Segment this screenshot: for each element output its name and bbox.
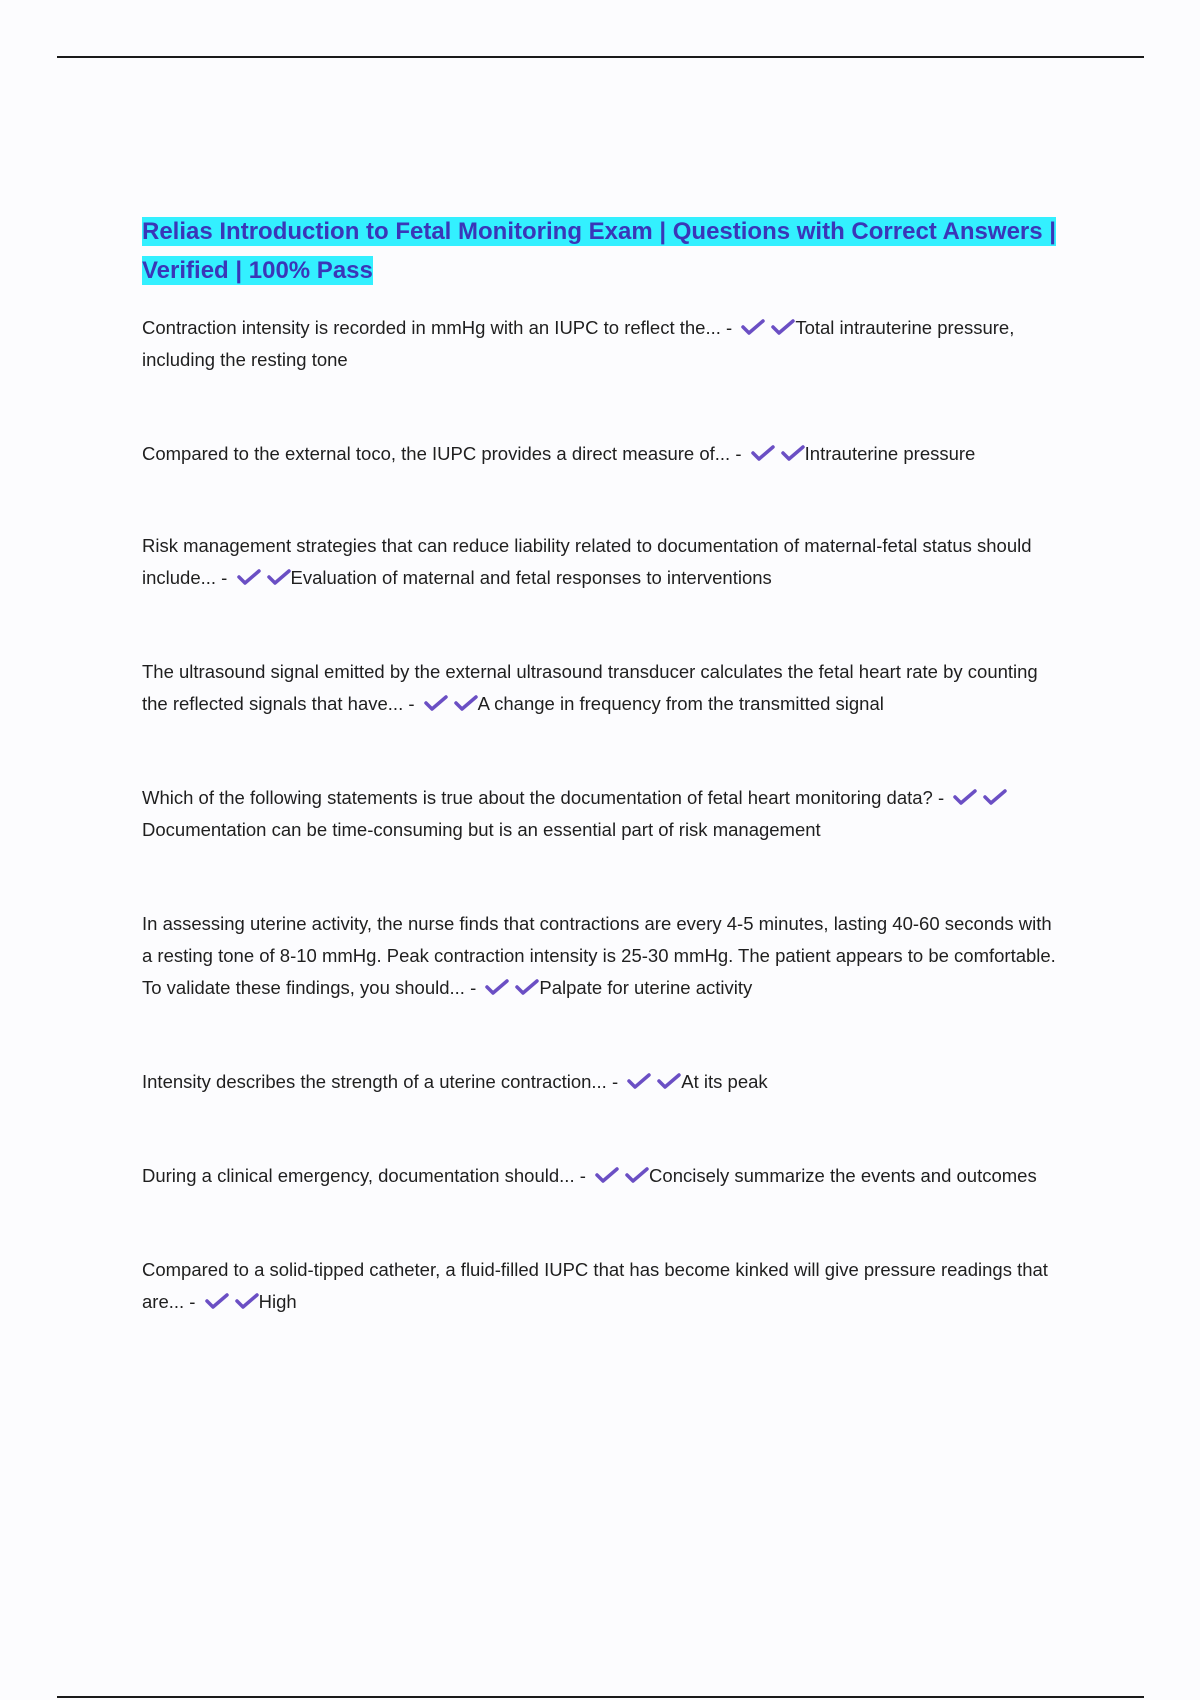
qa-item — [142, 1066, 1062, 1098]
checkmark-icon — [751, 445, 775, 461]
qa-item — [142, 312, 1062, 376]
question-text: Risk management strategies that can reduce liability related to documentation of maternal-fetal status should include... — [142, 535, 1032, 588]
answer-text: Concisely summarize the events and outcomes — [649, 1165, 1037, 1186]
answer-text: Intrauterine pressure — [804, 443, 976, 464]
qa-item — [142, 782, 1062, 846]
separator: - — [932, 787, 950, 808]
question-text: Contraction intensity is recorded in mmHg with an IUPC to reflect the... — [142, 317, 721, 338]
separator: - — [730, 443, 747, 464]
checkmark-icon — [515, 979, 539, 995]
question-text: Intensity describes the strength of a uterine contraction... — [142, 1071, 607, 1092]
checkmark-icon — [983, 789, 1007, 805]
question-text: Which of the following statements is true about the documentation of fetal heart monitoring data? — [142, 787, 933, 808]
answer-text: High — [258, 1291, 297, 1312]
separator: - — [216, 567, 233, 588]
answer-text: A change in frequency from the transmitted signal — [477, 693, 884, 714]
qa-item — [142, 1160, 1062, 1192]
checkmark-icon — [627, 1073, 651, 1089]
checkmark-icon — [741, 319, 765, 335]
question-text: Compared to a solid-tipped catheter, a fluid-filled IUPC that has become kinked will give pressure readings that are... — [142, 1259, 1048, 1312]
checkmark-icon — [205, 1293, 229, 1309]
document-body — [142, 212, 1062, 1318]
checkmark-icon — [657, 1073, 681, 1089]
checkmark-icon — [454, 695, 478, 711]
answer-text: Palpate for uterine activity — [539, 977, 753, 998]
question-text: Compared to the external toco, the IUPC provides a direct measure of... — [142, 443, 731, 464]
answer-text: At its peak — [681, 1071, 768, 1092]
checkmark-icon — [781, 445, 805, 461]
qa-item — [142, 438, 1062, 470]
checkmark-icon — [953, 789, 977, 805]
checkmark-icon — [625, 1167, 649, 1183]
question-text: The ultrasound signal emitted by the external ultrasound transducer calculates the fetal heart rate by counting the reflected signals that have... — [142, 661, 1038, 714]
separator: - — [184, 1291, 201, 1312]
answer-text: Total intrauterine pressure, including the resting tone — [142, 317, 1015, 370]
qa-item — [142, 530, 1062, 594]
answer-text: Evaluation of maternal and fetal responses to interventions — [290, 567, 772, 588]
separator: - — [574, 1165, 592, 1186]
qa-item — [142, 656, 1062, 720]
separator: - — [464, 977, 482, 998]
checkmark-icon — [771, 319, 795, 335]
checkmark-icon — [267, 569, 291, 585]
document-title — [142, 212, 1062, 290]
checkmark-icon — [424, 695, 448, 711]
checkmark-icon — [237, 569, 261, 585]
checkmark-icon — [595, 1167, 619, 1183]
checkmark-icon — [235, 1293, 259, 1309]
separator: - — [720, 317, 738, 338]
qa-item — [142, 1254, 1062, 1318]
answer-text: Documentation can be time-consuming but is an essential part of risk management — [142, 819, 821, 840]
checkmark-icon — [485, 979, 509, 995]
question-text: In assessing uterine activity, the nurse finds that contractions are every 4-5 minutes, lasting 40-60 seconds with a resting tone of 8-10 mmHg. Peak contraction intensity is 25-30 mmHg. The patient appears to be comfortable. To validate these findings, you should... — [142, 913, 1056, 998]
title-highlight: Relias Introduction to Fetal Monitoring Exam | Questions with Correct Answers | Verified | 100% Pass — [142, 218, 1056, 284]
separator: - — [606, 1071, 624, 1092]
qa-item — [142, 908, 1062, 1004]
separator: - — [403, 693, 420, 714]
top-rule — [57, 56, 1144, 58]
question-text: During a clinical emergency, documentation should... — [142, 1165, 575, 1186]
bottom-rule — [57, 1696, 1144, 1698]
